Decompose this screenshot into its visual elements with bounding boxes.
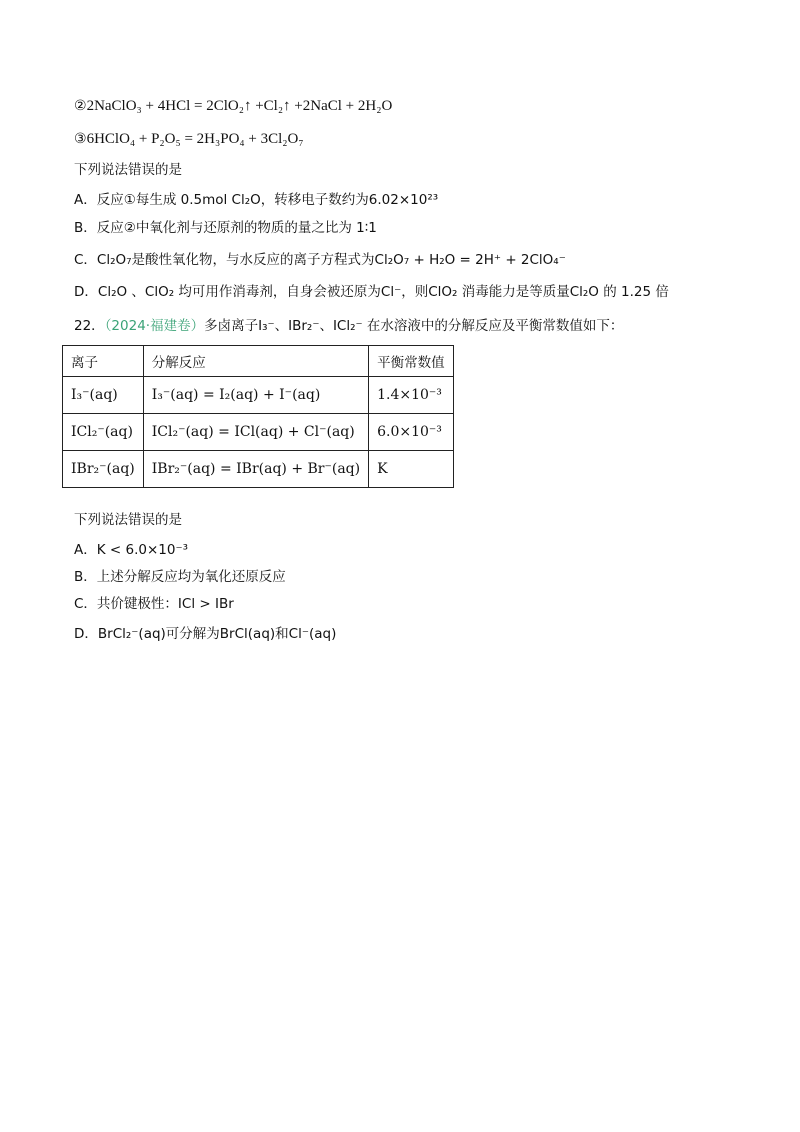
q21-prompt: 下列说法错误的是: [74, 162, 182, 178]
table-row: [63, 451, 454, 488]
table-cell: I₃⁻(aq) = I₂(aq) + I⁻(aq): [143, 377, 368, 414]
table-cell: ICl₂⁻(aq) = ICl(aq) + Cl⁻(aq): [143, 414, 368, 451]
q22-option-b: B．上述分解反应均为氧化还原反应: [74, 569, 286, 585]
table-cell: 6.0×10⁻³: [369, 414, 454, 451]
q21-option-a: A．反应①每生成 0.5mol Cl₂O，转移电子数约为6.02×10²³: [74, 192, 439, 208]
table-cell: IBr₂⁻(aq) = IBr(aq) + Br⁻(aq): [143, 451, 368, 488]
reaction-marker: ②: [74, 98, 87, 114]
table-header-cell: 分解反应: [143, 346, 368, 377]
reaction-equation: 6HClO₄ + P₂O₅ = 2H₃PO₄ + 3Cl₂O₇: [86, 131, 304, 147]
reaction-2-line: [74, 96, 392, 116]
reaction-marker: ③: [74, 131, 87, 147]
table-cell: K: [369, 451, 454, 488]
q22-prompt: 下列说法错误的是: [74, 512, 182, 528]
q21-option-d: D．Cl₂O 、ClO₂ 均可用作消毒剂，自身会被还原为Cl⁻，则ClO₂ 消毒能力是等质量Cl₂O 的 1.25 倍: [74, 284, 669, 300]
q22-option-a: A．K < 6.0×10⁻³: [74, 542, 188, 558]
question-source: （2024·福建卷）: [104, 318, 205, 334]
question-number: 22．: [74, 318, 105, 334]
question-intro: 多卤离子I₃⁻、IBr₂⁻、ICl₂⁻ 在水溶液中的分解反应及平衡常数值如下：: [204, 318, 624, 334]
table-cell: IBr₂⁻(aq): [63, 451, 144, 488]
table-header-cell: 离子: [63, 346, 144, 377]
equilibrium-table: [62, 345, 454, 488]
q21-option-b: B．反应②中氧化剂与还原剂的物质的量之比为 1∶1: [74, 220, 377, 236]
q22-stem: [74, 316, 623, 336]
table-header-row: [63, 346, 454, 377]
table-cell: 1.4×10⁻³: [369, 377, 454, 414]
q22-option-c: C．共价键极性：ICl > IBr: [74, 596, 234, 612]
reaction-equation: 2NaClO₃ + 4HCl = 2ClO₂↑ +Cl₂↑ +2NaCl + 2H₂O: [86, 98, 393, 114]
q22-option-d: D．BrCl₂⁻(aq)可分解为BrCl(aq)和Cl⁻(aq): [74, 626, 337, 642]
table-header-cell: 平衡常数值: [369, 346, 454, 377]
table-row: [63, 414, 454, 451]
table-row: [63, 377, 454, 414]
table-cell: ICl₂⁻(aq): [63, 414, 144, 451]
table-cell: I₃⁻(aq): [63, 377, 144, 414]
reaction-3-line: [74, 129, 304, 149]
q21-option-c: C．Cl₂O₇是酸性氧化物，与水反应的离子方程式为Cl₂O₇ + H₂O = 2H⁺ + 2ClO₄⁻: [74, 252, 566, 268]
